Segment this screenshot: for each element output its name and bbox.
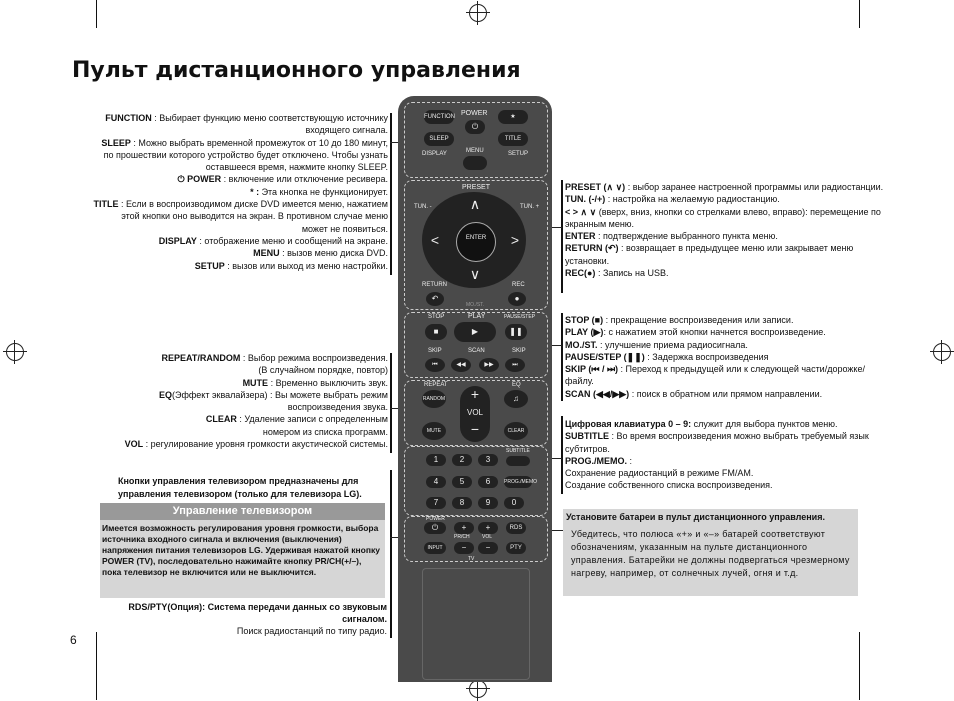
return-label: RETURN <box>422 282 447 288</box>
description-text: : <box>627 455 633 466</box>
description-line <box>58 161 388 173</box>
description-key: < > ∧ ∨ <box>565 206 597 217</box>
digit-0-button[interactable]: 0 <box>504 497 524 509</box>
description-text: : поиск в обратном или прямом направлении. <box>629 388 823 399</box>
description-line <box>58 401 388 413</box>
power-tv-label: POWER <box>426 516 445 522</box>
description-line <box>565 314 885 326</box>
vol-minus-button[interactable]: − <box>478 542 498 554</box>
description-key: SCAN (◀◀/▶▶) <box>565 388 630 399</box>
star-button[interactable]: ★ <box>498 110 528 124</box>
crop-mark <box>96 632 97 700</box>
prch-minus-button[interactable]: − <box>454 542 474 554</box>
description-text: (вверх, вниз, кнопки со стрелками влево, вправо): перемещение по экранным меню. <box>565 206 881 229</box>
description-line <box>58 137 388 149</box>
digit-2-button[interactable]: 2 <box>452 454 472 466</box>
rds-title: RDS/PTY(Опция): Система передачи данных со звуковым сигналом. <box>128 602 387 624</box>
description-text: : прекращение воспроизведения или записи. <box>603 315 794 325</box>
description-line <box>58 389 388 401</box>
description-line <box>58 426 388 438</box>
power-tv-button[interactable]: ⏻ <box>424 522 446 534</box>
description-line <box>58 235 388 247</box>
description-key: EQ <box>159 389 173 400</box>
description-line <box>58 364 388 376</box>
registration-mark-bottom <box>469 680 487 698</box>
menu-label: MENU <box>466 148 484 154</box>
description-text: : регулирование уровня громкости акустической системы. <box>143 439 388 450</box>
pty-button[interactable]: PTY <box>506 542 526 554</box>
description-line <box>565 351 885 363</box>
description-text: : Временно выключить звук. <box>268 377 388 388</box>
description-text: номером из списка программ. <box>262 426 388 437</box>
tv-label: TV <box>468 556 475 562</box>
rds-text: Поиск радиостанций по типу радио. <box>236 626 387 636</box>
enter-label: ENTER <box>465 235 487 241</box>
mute-button[interactable] <box>422 422 446 440</box>
tun-minus-label: TUN. - <box>414 204 432 210</box>
power-button[interactable]: ⏻ <box>465 120 485 134</box>
description-line <box>58 124 388 136</box>
mute-label: MUTE <box>426 428 442 434</box>
mo-st-label: MO./ST. <box>466 302 485 308</box>
description-line <box>58 438 388 450</box>
scan-back-button[interactable]: ◀◀ <box>451 358 471 372</box>
subtitle-button[interactable] <box>506 456 530 466</box>
description-key: Цифровая клавиатура 0 – 9: <box>565 419 692 429</box>
battery-heading: Установите батареи в пульт дистанционного управления. <box>563 509 858 526</box>
crop-mark <box>859 0 860 28</box>
subtitle-label: SUBTITLE <box>506 448 530 454</box>
description-key: MO./ST. <box>565 339 598 350</box>
description-line <box>58 198 388 210</box>
tv-box-body: Имеется возможность регулирования уровня громкости, выбора источника входного сигнала и включения (выключения) напряжения питания телевизоров LG. Удерживая нажатой кнопку POWER (TV), последовательно нажимайте кнопку PR/CH(+/–), пока телевизор не включится или не выключится. <box>100 520 385 598</box>
input-button[interactable]: INPUT <box>424 542 446 554</box>
description-text: : улучшение приема радиосигнала. <box>597 339 748 350</box>
eq-button[interactable]: ♫ <box>504 390 528 408</box>
right-description-block-1 <box>565 181 885 279</box>
description-line <box>58 352 388 364</box>
description-line <box>565 206 885 231</box>
vol-plus-button[interactable]: + <box>478 522 498 534</box>
right-description-block-3 <box>565 418 885 492</box>
description-key: TITLE <box>93 199 119 210</box>
description-line <box>565 339 885 351</box>
skip-next-button[interactable]: ⏭ <box>505 358 525 372</box>
rec-button[interactable]: ● <box>508 292 526 306</box>
description-text: : Выбирает функцию меню соответствующую источнику <box>151 113 388 123</box>
description-key: TUN. (-/+) <box>565 194 606 205</box>
volume-rocker[interactable]: + VOL − <box>460 386 490 442</box>
description-key: SUBTITLE <box>565 431 609 442</box>
clear-label: CLEAR <box>507 428 525 434</box>
description-key: PLAY (▶) <box>565 327 604 338</box>
description-key: VOL <box>124 439 144 450</box>
description-text: Создание собственного списка воспроизведения. <box>565 480 773 491</box>
play-label: PLAY <box>468 313 486 320</box>
description-text: : выбор заранее настроенной программы или радиостанции. <box>625 182 884 192</box>
description-text: : настройка на желаемую радиостанцию. <box>605 194 780 205</box>
description-text: входящего сигнала. <box>305 125 388 136</box>
menu-button[interactable] <box>463 156 487 170</box>
description-line <box>565 242 885 267</box>
pause-button[interactable]: ❚❚ <box>505 324 527 340</box>
description-line <box>58 247 388 259</box>
description-line <box>58 210 388 222</box>
random-label: RANDOM <box>422 396 446 402</box>
description-text: оставшееся время, нажмите кнопку SLEEP. <box>205 162 388 173</box>
registration-mark-right <box>933 343 951 361</box>
tv-box-heading: Управление телевизором <box>100 503 385 520</box>
bracket-line <box>561 416 563 494</box>
description-text: : отображение меню и сообщений на экране. <box>196 235 388 246</box>
bracket-line <box>390 353 392 453</box>
bracket-line <box>390 470 392 638</box>
digit-6-button[interactable]: 6 <box>478 476 498 488</box>
description-text: по прошествии которого устройство будет отключено. Чтобы узнать <box>103 149 388 160</box>
description-text: : включение или отключение ресивера. <box>221 174 388 185</box>
right-arrow-icon[interactable]: > <box>510 232 520 248</box>
description-line <box>58 260 388 272</box>
description-text: воспроизведения звука. <box>287 402 388 413</box>
description-key: ⏻ POWER <box>177 174 222 185</box>
prch-plus-button[interactable]: + <box>454 522 474 534</box>
digit-5-button[interactable]: 5 <box>452 476 472 488</box>
left-arrow-icon[interactable]: < <box>430 232 440 248</box>
stop-label: STOP <box>428 314 445 320</box>
description-text: : Если в воспроизводимом диске DVD имеется меню, нажатием <box>118 199 388 210</box>
description-line <box>58 223 388 235</box>
bracket-line <box>390 113 392 275</box>
description-key: PRESET (∧ ∨) <box>565 182 626 192</box>
description-key: REC(●) <box>565 268 596 279</box>
remote-control <box>398 96 552 682</box>
description-key: ENTER <box>565 231 596 242</box>
pause-label: PAUSE/STEP <box>504 314 536 320</box>
up-arrow-icon[interactable]: ∧ <box>469 196 481 212</box>
page-number: 6 <box>70 633 77 647</box>
skip-right-label: SKIP <box>512 348 526 354</box>
description-line <box>565 479 885 491</box>
description-line <box>58 413 388 425</box>
eq-label: EQ <box>512 382 521 388</box>
bracket-line <box>561 180 563 293</box>
vol-label: VOL <box>466 408 483 417</box>
description-text: : Задержка воспроизведения <box>644 351 769 362</box>
description-text: : Запись на USB. <box>595 268 669 279</box>
setup-label: SETUP <box>508 151 529 157</box>
description-line <box>565 193 885 205</box>
registration-mark-top <box>469 4 487 22</box>
description-line <box>565 267 885 279</box>
description-line <box>565 388 885 400</box>
description-text: : Удаление записи с определенным <box>236 414 388 425</box>
description-line <box>58 173 388 185</box>
left-description-block-1 <box>58 112 388 272</box>
tv-note: Кнопки управления телевизором предназначены для управления телевизором (только для телевизора LG). <box>118 476 362 499</box>
description-line <box>565 363 885 388</box>
clear-button[interactable] <box>504 422 528 440</box>
scan-fwd-button[interactable]: ▶▶ <box>479 358 499 372</box>
description-line <box>565 430 885 455</box>
description-text: : Во время воспроизведения можно выбрать требуемый язык субтитров. <box>565 431 869 454</box>
sleep-button[interactable]: SLEEP <box>424 132 454 146</box>
battery-cover <box>422 568 530 680</box>
description-text: : Переход к предыдущей или к следующей части/дорожке/файлу. <box>565 364 865 387</box>
description-key: SKIP (⏮ / ⏭) <box>565 364 619 375</box>
description-text: : подтверждение выбранного пункта меню. <box>595 231 778 242</box>
description-line <box>565 326 885 338</box>
crop-mark <box>859 632 860 700</box>
description-text: : возвращает в предыдущее меню или закрывает меню установки. <box>565 243 854 266</box>
registration-mark-left <box>6 343 24 361</box>
description-line <box>58 112 388 124</box>
right-description-block-2 <box>565 314 885 400</box>
description-text: этой кнопки оно выводится на экран. В противном случае меню <box>121 211 388 222</box>
description-text: : Можно выбрать временной промежуток от 10 до 180 минут, <box>130 137 388 148</box>
digit-1-button[interactable]: 1 <box>426 454 446 466</box>
stop-button[interactable]: ■ <box>425 324 447 340</box>
repeat-label: REPEAT <box>424 382 448 388</box>
description-key: RETURN (↶) <box>565 243 619 254</box>
vol-tv-label: VOL <box>482 534 493 540</box>
description-text: : вызов или выход из меню настройки. <box>224 260 388 271</box>
preset-label: PRESET <box>462 184 491 191</box>
description-key: FUNCTION <box>105 113 152 123</box>
down-arrow-icon[interactable]: ∨ <box>469 266 481 282</box>
digit-8-button[interactable]: 8 <box>452 497 472 509</box>
digit-4-button[interactable]: 4 <box>426 476 446 488</box>
display-label: DISPLAY <box>422 151 447 157</box>
random-button[interactable] <box>422 390 446 408</box>
scan-label: SCAN <box>468 348 485 354</box>
crop-mark <box>96 0 97 28</box>
power-label: POWER <box>461 110 488 117</box>
prch-label: PR/CH <box>454 534 470 540</box>
enter-button[interactable] <box>456 222 496 262</box>
bracket-line <box>561 313 563 401</box>
description-line <box>565 467 885 479</box>
description-key: MUTE <box>242 377 269 388</box>
description-key: SETUP <box>194 260 225 271</box>
description-key: REPEAT/RANDOM <box>161 353 241 363</box>
description-text: (В случайном порядке, повтор) <box>258 365 388 376</box>
description-line <box>565 455 885 467</box>
description-line <box>58 149 388 161</box>
title-button[interactable]: TITLE <box>498 132 528 146</box>
description-key: PROG./MEMO. <box>565 455 628 466</box>
return-button[interactable]: ↶ <box>426 292 444 306</box>
left-description-block-2 <box>58 352 388 450</box>
description-text: Сохранение радиостанций в режиме FM/AM. <box>565 468 754 479</box>
rds-button[interactable]: RDS <box>506 522 526 534</box>
description-text: : с нажатием этой кнопки начнется воспроизведение. <box>603 327 826 338</box>
skip-left-label: SKIP <box>428 348 442 354</box>
description-key: CLEAR <box>205 414 237 425</box>
description-key: MENU <box>253 248 280 259</box>
function-button[interactable]: FUNCTION <box>424 110 454 124</box>
description-line <box>58 186 388 198</box>
description-text: : вызов меню диска DVD. <box>279 248 388 259</box>
skip-prev-button[interactable]: ⏮ <box>425 358 445 372</box>
description-key: STOP (■) <box>565 315 604 325</box>
description-text: (Эффект эквалайзера) : Вы можете выбрать режим <box>172 389 388 400</box>
play-button[interactable]: ▶ <box>454 322 496 342</box>
page-title: Пульт дистанционного управления <box>72 58 521 83</box>
description-line <box>565 418 885 430</box>
description-key: PAUSE/STEP (❚❚) <box>565 351 645 362</box>
description-text: может не появиться. <box>301 223 388 234</box>
digit-7-button[interactable]: 7 <box>426 497 446 509</box>
description-text: : Выбор режима воспроизведения. <box>240 353 388 363</box>
tun-plus-label: TUN. + <box>520 204 540 210</box>
description-line <box>565 230 885 242</box>
description-key: SLEEP <box>101 137 131 148</box>
description-line <box>565 181 885 193</box>
description-key: * : <box>250 186 260 197</box>
digit-3-button[interactable]: 3 <box>478 454 498 466</box>
rec-label: REC <box>512 282 525 288</box>
description-text: Эта кнопка не функционирует. <box>259 186 388 197</box>
battery-body: Убедитесь, что полюса «+» и «–» батарей соответствуют обозначениям, указанным на пульте дистанционного управления. Батарейки не должны подвергаться чрезмерному нагреву, например, от солнечных лучей, огня и т.д. <box>563 526 858 596</box>
description-text: служит для выбора пунктов меню. <box>691 419 838 429</box>
prog-memo-button[interactable]: PROG./MEMO <box>504 476 532 488</box>
description-line <box>58 377 388 389</box>
digit-9-button[interactable]: 9 <box>478 497 498 509</box>
description-key: DISPLAY <box>158 235 197 246</box>
